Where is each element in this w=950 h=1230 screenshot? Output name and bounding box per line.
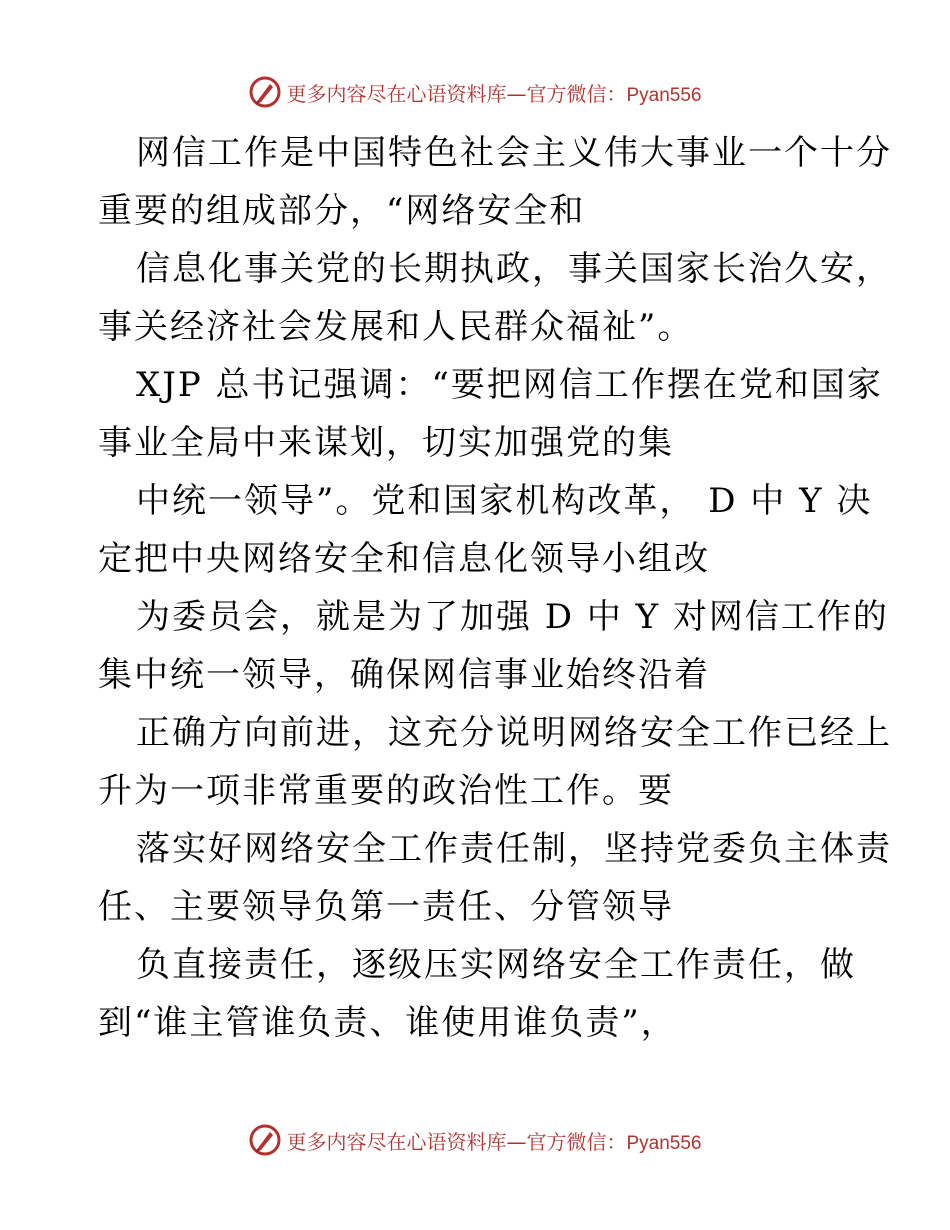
paragraph-line: XJP 总书记强调：“要把网信工作摆在党和国家 — [136, 365, 883, 405]
paragraph — [98, 936, 858, 1052]
quill-pen-logo-icon — [248, 75, 282, 109]
watermark-text — [286, 78, 701, 107]
paragraph-line: 事关经济社会发展和人民群众福祉”。 — [98, 307, 694, 347]
watermark-wechat-id: Pyan556 — [626, 84, 702, 106]
paragraph-line: 正确方向前进，这充分说明网络安全工作已经上 — [136, 713, 892, 753]
paragraph-line: 升为一项非常重要的政治性工作。要 — [98, 771, 674, 811]
watermark-official-label: 官方微信： — [526, 81, 627, 106]
paragraph-line: 落实好网络安全工作责任制，坚持党委负主体责 — [136, 829, 892, 869]
paragraph-line: 网信工作是中国特色社会主义伟大事业一个十分 — [136, 133, 892, 173]
paragraph-line: 到“谁主管谁负责、谁使用谁负责”， — [98, 1003, 677, 1043]
watermark-main: 更多内容尽在心语资料库 — [286, 81, 507, 106]
watermark-main: 更多内容尽在心语资料库 — [286, 1129, 507, 1154]
document-body — [98, 124, 892, 1052]
paragraph-line: 信息化事关党的长期执政，事关国家长治久安， — [136, 249, 892, 289]
paragraph-line: 为委员会，就是为了加强 D 中 Y 对网信工作的 — [136, 597, 889, 637]
quill-pen-logo-icon — [248, 1123, 282, 1157]
header-watermark — [0, 72, 950, 112]
paragraph — [98, 124, 892, 240]
watermark-wechat-id: Pyan556 — [626, 1132, 702, 1154]
paragraph — [98, 588, 889, 704]
footer-watermark — [0, 1120, 950, 1160]
watermark-official-label: 官方微信： — [526, 1129, 627, 1154]
watermark-dash: — — [506, 1129, 527, 1154]
paragraph — [98, 820, 892, 936]
paragraph — [98, 356, 883, 472]
watermark-dash: — — [506, 81, 527, 106]
watermark-text — [286, 1126, 701, 1155]
paragraph — [98, 240, 892, 356]
paragraph — [98, 472, 873, 588]
paragraph-line: 负直接责任，逐级压实网络安全工作责任，做 — [136, 945, 856, 985]
paragraph-line: 集中统一领导，确保网信事业始终沿着 — [98, 655, 710, 695]
paragraph-line: 定把中央网络安全和信息化领导小组改 — [98, 539, 710, 579]
paragraph-line: 重要的组成部分，“网络安全和 — [98, 191, 586, 231]
paragraph-line: 中统一领导”。党和国家机构改革， D 中 Y 决 — [136, 481, 873, 521]
paragraph-line: 事业全局中来谋划，切实加强党的集 — [98, 423, 674, 463]
paragraph-line: 任、主要领导负第一责任、分管领导 — [98, 887, 674, 927]
paragraph — [98, 704, 892, 820]
